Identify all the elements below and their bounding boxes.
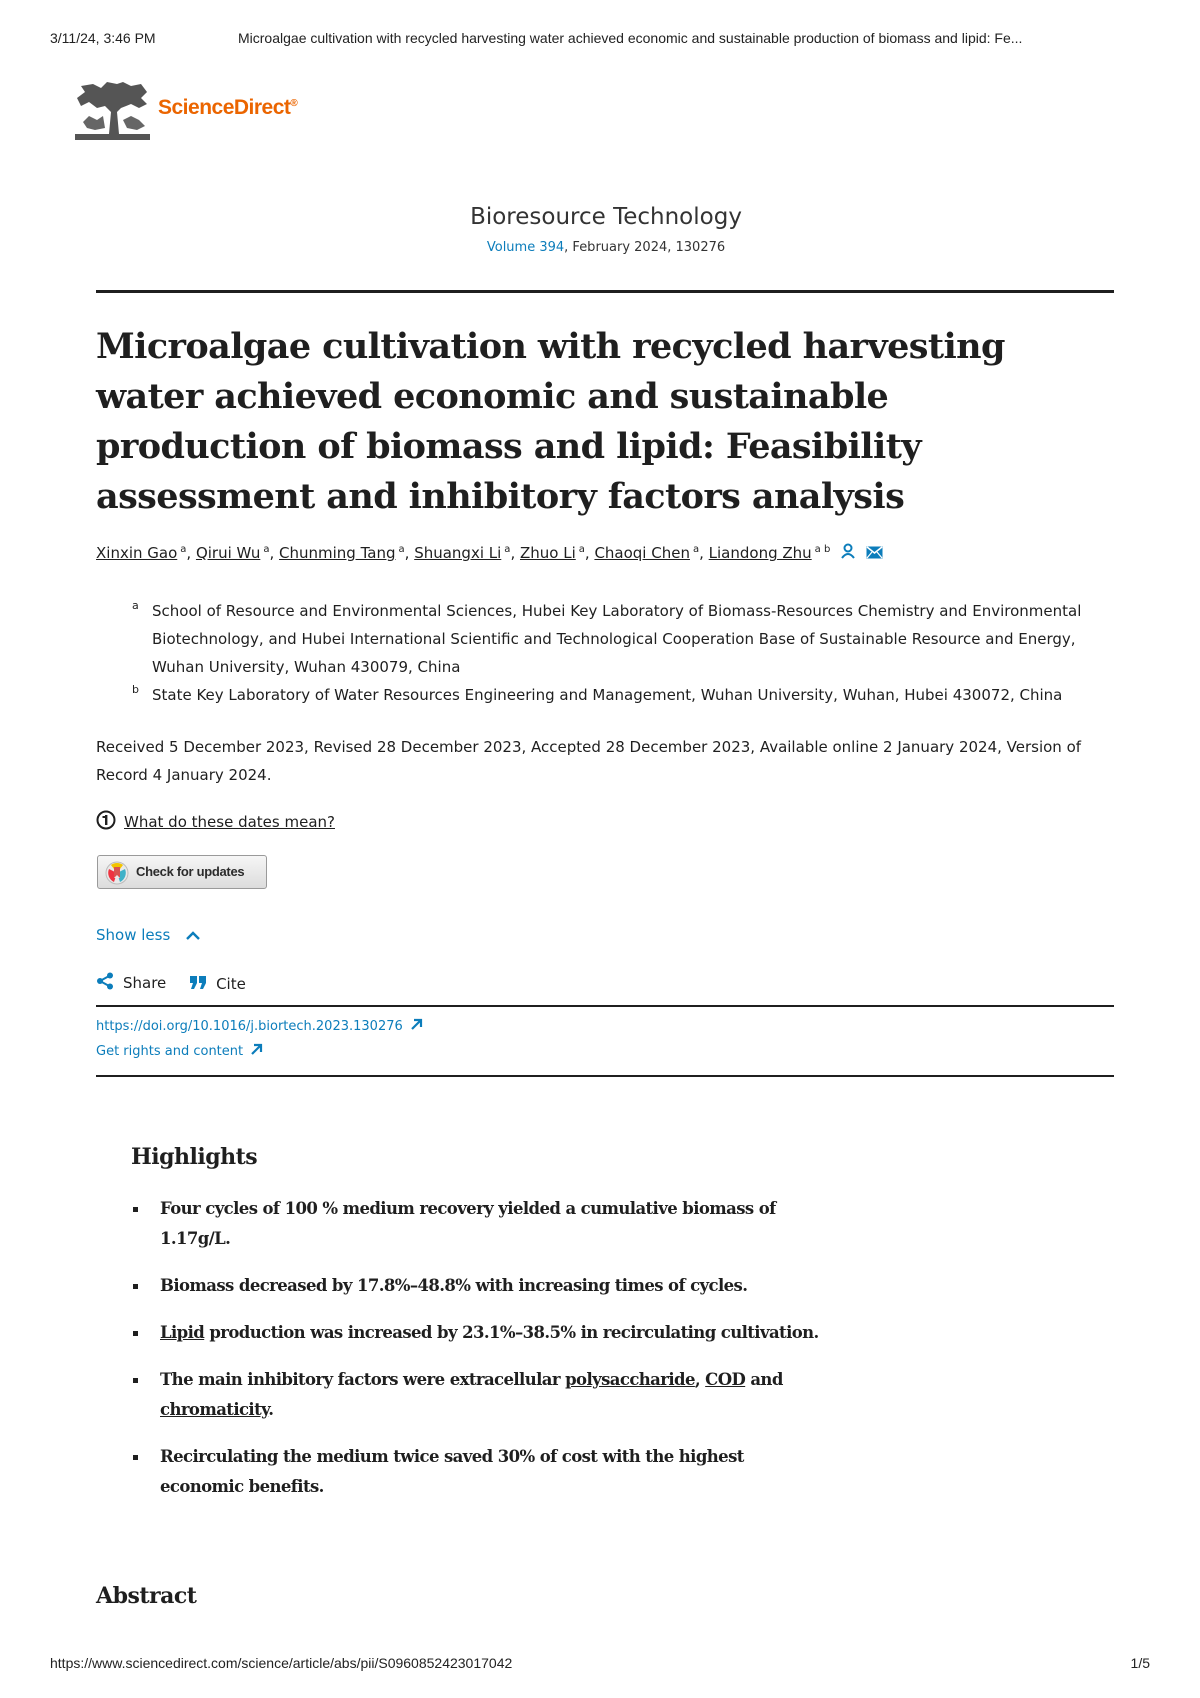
author-separator: , [269,544,280,562]
info-icon [96,810,116,834]
highlight-text: and [745,1370,783,1389]
share-icon [96,972,114,994]
what-dates-label[interactable]: What do these dates mean? [124,813,335,831]
show-less-label: Show less [96,926,171,944]
affiliation-b [96,681,1116,709]
brand-mark: ® [290,98,298,109]
author-list [96,543,1116,564]
highlight-text: production was increased by 23.1%–38.5% in recirculating cultivation. [204,1323,819,1342]
author-link[interactable]: Zhuo Li [519,544,576,562]
external-link-icon [410,1018,423,1035]
term-link[interactable]: Lipid [160,1323,205,1342]
rights-link[interactable] [96,1043,263,1060]
affiliations [96,597,1116,709]
article-actions [96,972,264,994]
highlight-item [131,1271,831,1301]
show-less-toggle[interactable] [96,926,201,945]
author-affiliation-mark[interactable]: a [180,544,187,555]
highlight-item [131,1365,831,1425]
volume-line [0,240,1200,255]
article-dates: Received 5 December 2023, Revised 28 December 2023, Accepted 28 December 2023, Available online 2 January 2024, Version of Record 4 January 2024. [96,738,1082,784]
print-footer [50,1655,1150,1675]
term-link[interactable]: COD [705,1370,746,1389]
journal-name[interactable]: Bioresource Technology [470,204,742,230]
author-separator: , [404,544,415,562]
person-icon[interactable] [840,543,856,564]
check-for-updates-button[interactable] [97,855,267,889]
author-affiliation-mark[interactable]: a b [814,544,831,555]
brand-name: ScienceDirect [158,96,291,119]
author-affiliation-mark[interactable]: a [398,544,405,555]
affiliation-text: State Key Laboratory of Water Resources Engineering and Management, Wuhan University, Wuhan, Hubei 430072, China [152,686,1063,704]
author-link[interactable]: Chunming Tang [279,544,396,562]
highlight-text: . [268,1400,274,1419]
check-for-updates-label: Check for updates [136,864,245,879]
author-link[interactable]: Shuangxi Li [414,544,502,562]
author-separator: , [186,544,196,562]
external-link-icon [250,1043,263,1060]
highlights-list [131,1194,831,1502]
highlight-text: The main inhibitory factors were extracellular [160,1370,566,1389]
author-link[interactable]: Xinxin Gao [96,544,178,562]
print-header [50,30,1150,50]
term-link[interactable]: chromaticity [160,1400,269,1419]
article-title: Microalgae cultivation with recycled harvesting water achieved economic and sustainable production of biomass and lipid: Feasibility assessment and inhibitory factors analysis [96,326,1005,517]
affiliation-mark: a [132,599,139,612]
highlight-item [131,1442,831,1502]
cite-label: Cite [216,975,246,993]
highlight-text: , [694,1370,706,1389]
cite-button[interactable] [189,974,246,994]
highlight-item [131,1318,831,1348]
term-link[interactable]: polysaccharide [565,1370,695,1389]
sciencedirect-brand[interactable] [158,96,297,120]
author-link[interactable]: Liandong Zhu [708,544,812,562]
issue-info: , February 2024, 130276 [564,240,726,255]
doi-top-divider [96,1005,1114,1007]
quote-icon [189,974,207,994]
rights-text: Get rights and content [96,1044,244,1059]
author-affiliation-mark[interactable]: a [692,544,700,555]
volume-link[interactable]: Volume 394 [486,240,565,255]
author-separator: , [510,544,520,562]
highlights-heading: Highlights [131,1144,258,1170]
share-button[interactable] [96,972,166,994]
author-affiliation-mark[interactable]: a [263,544,270,555]
affiliation-a [96,597,1116,681]
author-affiliation-mark[interactable]: a [504,544,511,555]
header-divider [96,290,1114,293]
chevron-up-icon [185,927,201,945]
print-page-number: 1/5 [1130,1655,1150,1671]
elsevier-logo[interactable] [75,82,150,140]
affiliation-mark: b [132,683,139,696]
author-separator: , [699,544,709,562]
print-title: Microalgae cultivation with recycled harvesting water achieved economic and sustainable production of biomass and lipid: Fe... [238,30,1023,46]
share-label: Share [123,974,167,992]
doi-text: https://doi.org/10.1016/j.biortech.2023.130276 [96,1019,403,1034]
highlight-text: Four cycles of 100 % medium recovery yielded a cumulative biomass of 1.17g/L. [160,1199,776,1248]
author-affiliation-mark[interactable]: a [578,544,585,555]
highlight-item [131,1194,831,1254]
author-separator: , [584,544,595,562]
email-icon[interactable] [866,544,883,564]
print-url: https://www.sciencedirect.com/science/article/abs/pii/S0960852423017042 [50,1655,513,1671]
crossmark-icon [105,861,129,889]
author-link[interactable]: Qirui Wu [195,544,261,562]
print-datetime: 3/11/24, 3:46 PM [50,30,156,46]
doi-link[interactable] [96,1018,423,1035]
author-link[interactable]: Chaoqi Chen [594,544,690,562]
what-dates-link[interactable] [96,810,335,834]
highlights-section [131,1144,831,1519]
affiliation-text: School of Resource and Environmental Sciences, Hubei Key Laboratory of Biomass-Resources Chemistry and Environmental Biotechnology, and Hubei International Scientific and Technological Cooperation Base of Sustainable Resource and Energy, Wuhan University, Wuhan 430079, China [152,602,1082,676]
abstract-heading: Abstract [96,1583,197,1609]
doi-bottom-divider [96,1075,1114,1077]
highlight-text: Recirculating the medium twice saved 30% of cost with the highest economic benefits. [160,1447,744,1496]
highlight-text: Biomass decreased by 17.8%–48.8% with increasing times of cycles. [160,1276,748,1295]
